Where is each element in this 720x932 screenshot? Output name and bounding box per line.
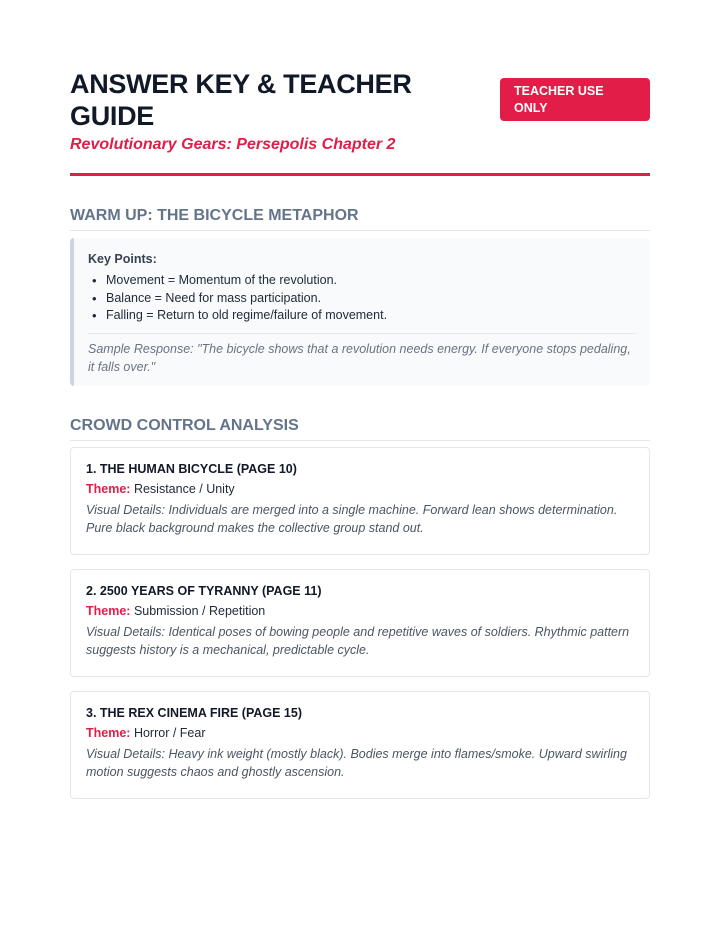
card-visual-details: Visual Details: Individuals are merged into a single machine. Forward lean shows determination. Pure black background makes the collective group stand out. bbox=[86, 503, 618, 535]
key-point-item: • Balance = Need for mass participation. bbox=[92, 290, 636, 308]
theme-value: Submission / Repetition bbox=[133, 604, 266, 618]
card-title: 3. THE REX CINEMA FIRE (PAGE 15) bbox=[86, 706, 303, 720]
key-point-item: • Movement = Momentum of the revolution. bbox=[92, 272, 636, 290]
warmup-key-points-box bbox=[70, 238, 650, 386]
key-points-list bbox=[88, 272, 636, 325]
theme-value: Resistance / Unity bbox=[133, 482, 235, 496]
card-visual-details: Visual Details: Identical poses of bowing people and repetitive waves of soldiers. Rhythmic pattern suggests history is a mechanical, predictable cycle. bbox=[86, 625, 630, 657]
analysis-card bbox=[70, 691, 650, 799]
page-title: ANSWER KEY & TEACHER GUIDE bbox=[70, 69, 412, 131]
teacher-use-badge: TEACHER USE ONLY bbox=[500, 78, 650, 121]
key-points-label: Key Points: bbox=[88, 252, 157, 266]
page-header bbox=[70, 68, 650, 176]
card-title: 1. THE HUMAN BICYCLE (PAGE 10) bbox=[86, 462, 297, 476]
card-theme bbox=[86, 604, 633, 618]
analysis-card bbox=[70, 569, 650, 677]
analysis-section-title: CROWD CONTROL ANALYSIS bbox=[70, 417, 650, 441]
theme-value: Horror / Fear bbox=[133, 726, 206, 740]
card-theme bbox=[86, 726, 633, 740]
card-visual-details: Visual Details: Heavy ink weight (mostly black). Bodies merge into flames/smoke. Upward swirling motion suggests chaos and ghostly ascension. bbox=[86, 747, 627, 779]
key-point-item: • Falling = Return to old regime/failure of movement. bbox=[92, 307, 636, 325]
warmup-section-title: WARM UP: THE BICYCLE METAPHOR bbox=[70, 207, 650, 231]
theme-label: Theme: bbox=[86, 604, 131, 618]
theme-label: Theme: bbox=[86, 482, 131, 496]
card-title: 2. 2500 YEARS OF TYRANNY (PAGE 11) bbox=[86, 584, 322, 598]
page-subtitle: Revolutionary Gears: Persepolis Chapter 2 bbox=[70, 136, 396, 153]
theme-label: Theme: bbox=[86, 726, 131, 740]
analysis-card bbox=[70, 447, 650, 555]
card-theme bbox=[86, 482, 633, 496]
sample-response: Sample Response: "The bicycle shows that a revolution needs energy. If everyone stops pedaling, it falls over." bbox=[88, 333, 636, 376]
